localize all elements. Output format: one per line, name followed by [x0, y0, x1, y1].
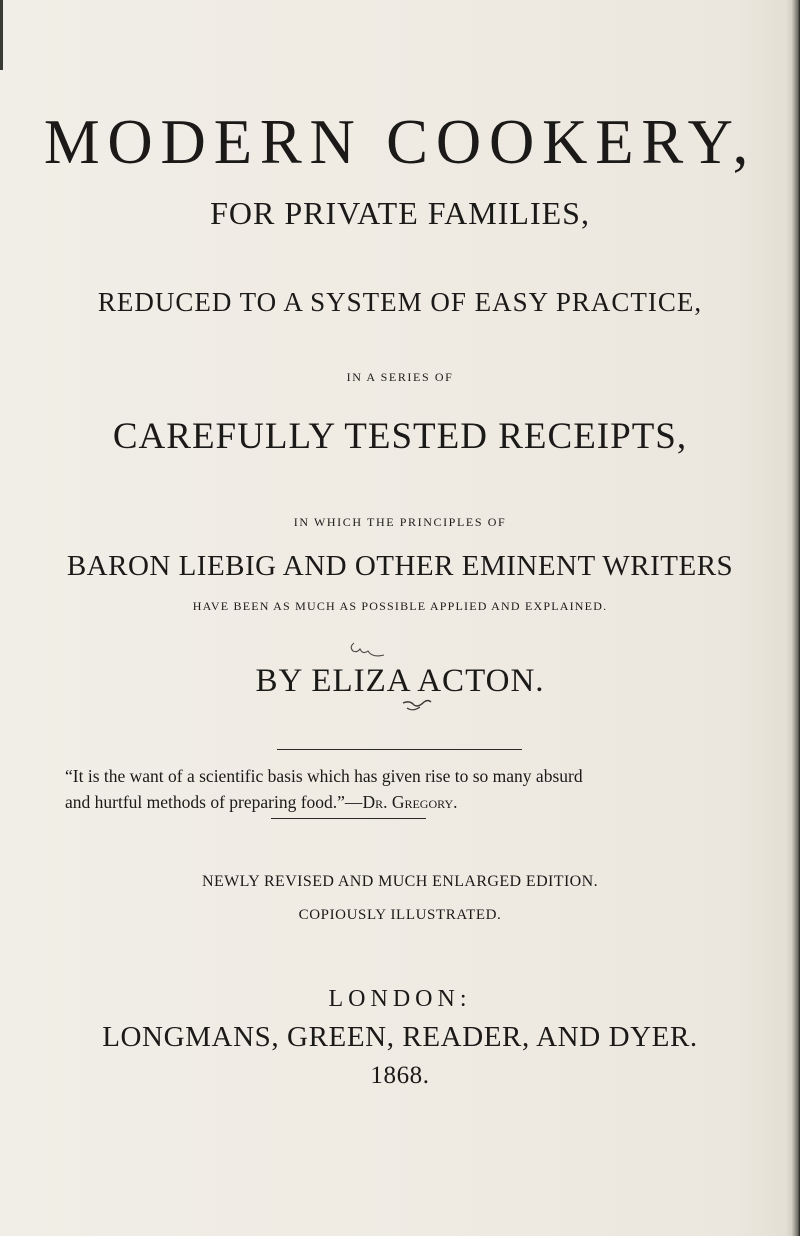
- applied-line: HAVE BEEN AS MUCH AS POSSIBLE APPLIED AND EXPLAINED.: [192, 599, 608, 613]
- left-page-edge: [0, 0, 3, 70]
- subtitle-easy-practice: REDUCED TO A SYSTEM OF EASY PRACTICE,: [97, 287, 703, 317]
- quote-line-2-wrap: [65, 789, 745, 815]
- bottom-rule: [271, 818, 426, 819]
- receipts-line: CAREFULLY TESTED RECEIPTS,: [112, 416, 688, 457]
- edition-line: NEWLY REVISED AND MUCH ENLARGED EDITION.: [202, 873, 598, 890]
- writers-line: BARON LIEBIG AND OTHER EMINENT WRITERS: [66, 550, 734, 582]
- quote-line-1: “It is the want of a scientific basis which has given rise to so many absurd: [65, 766, 583, 786]
- book-title: MODERN COOKERY,: [43, 106, 757, 177]
- series-intro: IN A SERIES OF: [346, 370, 454, 384]
- top-rule: [277, 749, 522, 750]
- quote-line-2: and hurtful methods of preparing food.”—: [65, 792, 363, 812]
- illustrated-line: COPIOUSLY ILLUSTRATED.: [298, 907, 502, 923]
- author-line: BY ELIZA ACTON.: [255, 663, 545, 699]
- principles-intro: IN WHICH THE PRINCIPLES OF: [293, 515, 507, 529]
- subtitle-private-families: FOR PRIVATE FAMILIES,: [210, 195, 590, 231]
- imprint-publisher: LONGMANS, GREEN, READER, AND DYER.: [102, 1021, 698, 1053]
- imprint-city: LONDON:: [328, 986, 472, 1012]
- epigraph-quote: [65, 763, 745, 815]
- imprint-year: 1868.: [370, 1062, 430, 1089]
- quote-attribution: Dr. Gregory.: [362, 792, 458, 812]
